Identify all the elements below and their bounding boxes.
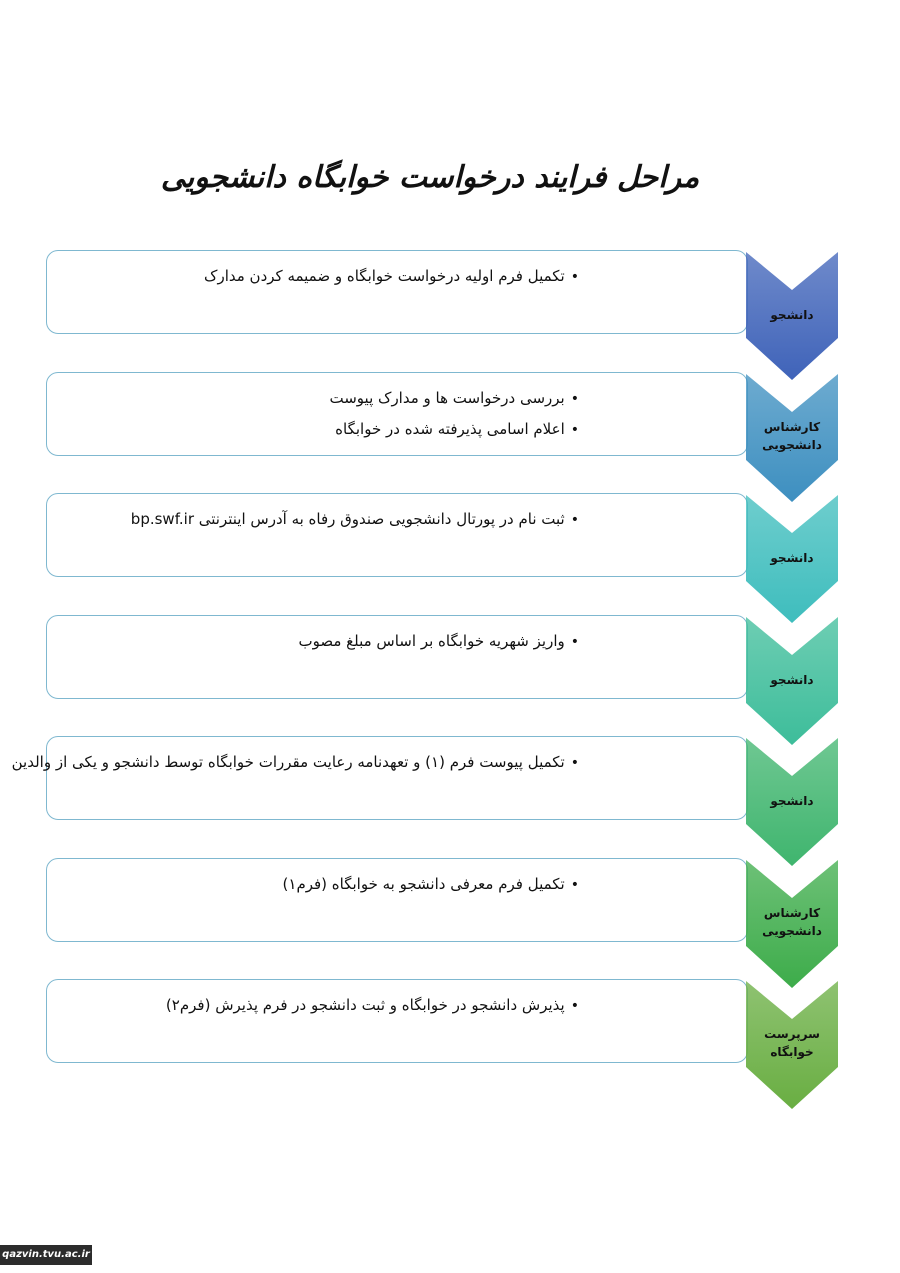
process-step (0, 372, 900, 507)
step-item: • پذیرش دانشجو در خوابگاه و ثبت دانشجو در فرم پذیرش (فرم۲) (0, 994, 579, 1017)
process-step (0, 615, 900, 750)
step-items (0, 508, 579, 539)
step-items (0, 630, 579, 661)
step-item: • تکمیل پیوست فرم (۱) و تعهدنامه رعایت مقررات خوابگاه توسط دانشجو و یکی از والدین (0, 751, 579, 774)
step-item: • واریز شهریه خوابگاه بر اساس مبلغ مصوب (0, 630, 579, 653)
step-text-box (46, 250, 748, 334)
step-item: • تکمیل فرم معرفی دانشجو به خوابگاه (فرم۱) (0, 873, 579, 896)
actor-label: دانشجو (770, 551, 814, 565)
step-items (0, 994, 579, 1025)
actor-label: دانشجو (770, 308, 814, 322)
actor-label: دانشجو (770, 673, 814, 687)
actor-label: سرپرست خوابگاه (764, 1027, 820, 1059)
step-text-box (46, 372, 748, 456)
process-step (0, 493, 900, 628)
step-text-box (46, 979, 748, 1063)
step-item: • ثبت نام در پورتال دانشجویی صندوق رفاه به آدرس اینترنتی bp.swf.ir (0, 508, 579, 531)
site-watermark: qazvin.tvu.ac.ir (0, 1245, 92, 1265)
step-item: • بررسی درخواست ها و مدارک پیوست (0, 387, 579, 410)
step-items (0, 265, 579, 296)
actor-label: دانشجو (770, 794, 814, 808)
actor-label: کارشناس دانشجویی (762, 420, 822, 452)
step-text-box (46, 615, 748, 699)
step-items (0, 751, 579, 782)
step-item: • اعلام اسامی پذیرفته شده در خوابگاه (0, 418, 579, 441)
step-items (0, 387, 579, 449)
step-items (0, 873, 579, 904)
actor-label: کارشناس دانشجویی (762, 906, 822, 938)
process-step (0, 979, 900, 1114)
page-title: مراحل فرایند درخواست خوابگاه دانشجویی (160, 160, 700, 195)
process-step (0, 858, 900, 993)
step-text-box (46, 493, 748, 577)
step-text-box (11, 736, 748, 820)
process-step (0, 736, 900, 871)
step-text-box (46, 858, 748, 942)
process-step (0, 250, 900, 385)
step-item: • تکمیل فرم اولیه درخواست خوابگاه و ضمیمه کردن مدارک (0, 265, 579, 288)
